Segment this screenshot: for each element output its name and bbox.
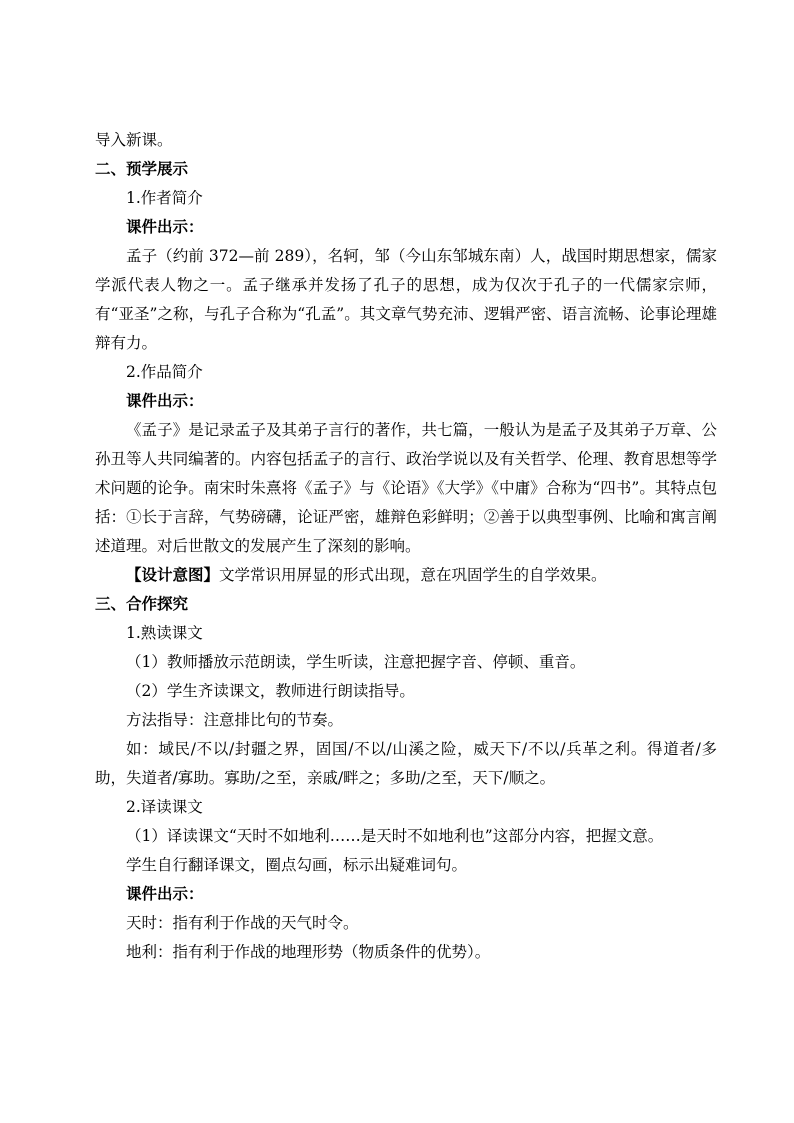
paragraph-translate-task: 学生自行翻译课文，圈点勾画，标示出疑难词句。	[126, 856, 468, 874]
paragraph-definition-tianshi: 天时：指有利于作战的天气时令。	[126, 914, 359, 932]
paragraph-definition-dili: 地利：指有利于作战的地理形势（物质条件的优势）。	[126, 943, 491, 961]
paragraph-work-intro: 《孟子》是记录孟子及其弟子言行的著作，共七篇，一般认为是孟子及其弟子万章、公孙丑等人共同编著的。内容包括孟子的言行、政治学说以及有关哲学、伦理、教育思想等学术问题的论争。南宋时朱熹将《孟子》与《论语》《大学》《中庸》合称为“四书”。其特点包括：①长于言辞，气势磅礴，论证严密，雄辩色彩鲜明；②善于以典型事例、比喻和寓言阐述道理。对后世散文的发展产生了深刻的影响。	[95, 421, 717, 555]
subheading-work: 2.作品简介	[126, 363, 203, 381]
document-body	[95, 126, 717, 967]
paragraph-read-step-2: （2）学生齐读课文，教师进行朗读指导。	[126, 682, 415, 700]
design-intent-label: 【设计意图】	[126, 566, 220, 584]
subheading-author: 1.作者简介	[126, 189, 203, 207]
paragraph-author-bio: 孟子（约前 372—前 289），名轲，邹（今山东邹城东南）人，战国时期思想家，儒家学派代表人物之一。孟子继承并发扬了孔子的思想，成为仅次于孔子的一代儒家宗师，有“亚圣”之称，与孔子合称为“孔孟”。其文章气势充沛、逻辑严密、语言流畅、论事论理雄辩有力。	[95, 247, 717, 352]
label-courseware-3: 课件出示：	[126, 885, 204, 903]
paragraph-example: 如：域民/不以/封疆之界，固国/不以/山溪之险，威天下/不以/兵革之利。得道者/多助，失道者/寡助。寡助/之至，亲戚/畔之；多助/之至，天下/顺之。	[95, 740, 717, 787]
subheading-translate: 2.译读课文	[126, 798, 203, 816]
design-intent-text: 文学常识用屏显的形式出现，意在巩固学生的自学效果。	[219, 566, 607, 584]
section-heading-preview: 二、预学展示	[95, 160, 189, 178]
paragraph-method: 方法指导：注意排比句的节奏。	[126, 711, 344, 729]
section-heading-explore: 三、合作探究	[95, 595, 189, 613]
paragraph-intro: 导入新课。	[95, 131, 173, 149]
subheading-read: 1.熟读课文	[126, 624, 203, 642]
paragraph-translate-step-1: （1）译读课文“天时不如地利……是天时不如地利也”这部分内容，把握文意。	[126, 827, 664, 845]
paragraph-read-step-1: （1）教师播放示范朗读，学生听读，注意把握字音、停顿、重音。	[126, 653, 586, 671]
label-courseware-1: 课件出示：	[126, 218, 204, 236]
paragraph-design-intent	[95, 561, 717, 590]
label-courseware-2: 课件出示：	[126, 392, 204, 410]
